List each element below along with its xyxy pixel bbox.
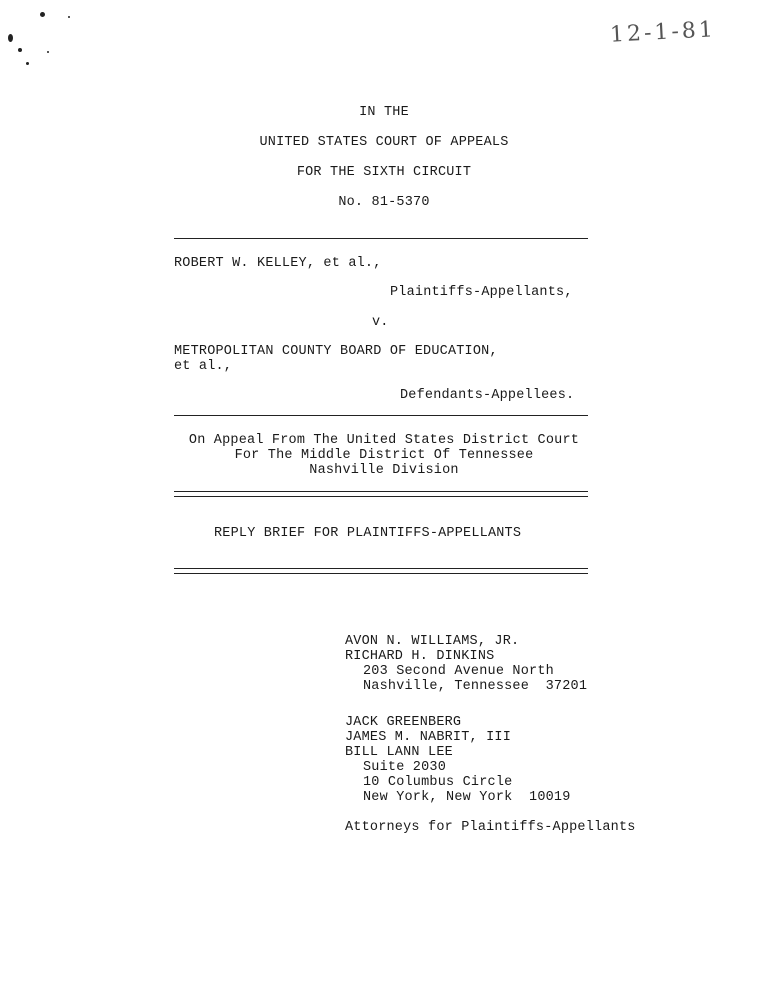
divider-rule bbox=[174, 415, 588, 416]
attorney-name: AVON N. WILLIAMS, JR. bbox=[345, 634, 520, 649]
scan-speck bbox=[26, 62, 29, 65]
circuit-name: FOR THE SIXTH CIRCUIT bbox=[296, 165, 472, 180]
double-rule bbox=[174, 573, 588, 574]
scan-speck bbox=[18, 48, 22, 52]
attorney-address: Nashville, Tennessee 37201 bbox=[363, 679, 588, 694]
plaintiff-role: Plaintiffs-Appellants, bbox=[390, 285, 573, 300]
handwritten-date-mark: 12-1-81 bbox=[609, 17, 717, 48]
attorney-name: JACK GREENBERG bbox=[345, 715, 462, 730]
appeal-line-2: For The Middle District Of Tennessee bbox=[234, 448, 534, 463]
plaintiff-name: ROBERT W. KELLEY, et al., bbox=[174, 256, 382, 271]
defendant-name: METROPOLITAN COUNTY BOARD OF EDUCATION, bbox=[174, 344, 498, 359]
attorney-name: RICHARD H. DINKINS bbox=[345, 649, 495, 664]
attorney-address: 203 Second Avenue North bbox=[363, 664, 554, 679]
scan-speck bbox=[8, 34, 13, 42]
defendant-name-cont: et al., bbox=[174, 359, 233, 374]
versus: v. bbox=[372, 315, 389, 330]
scan-speck bbox=[40, 12, 45, 17]
appeal-line-1: On Appeal From The United States District Court bbox=[188, 433, 580, 448]
docket-number: No. 81-5370 bbox=[338, 195, 430, 210]
double-rule bbox=[174, 568, 588, 569]
double-rule bbox=[174, 491, 588, 492]
divider-rule bbox=[174, 238, 588, 239]
attorney-name: BILL LANN LEE bbox=[345, 745, 453, 760]
appeal-line-3: Nashville Division bbox=[309, 463, 459, 478]
scan-speck bbox=[68, 16, 70, 18]
court-name: UNITED STATES COURT OF APPEALS bbox=[259, 135, 509, 150]
document-title: REPLY BRIEF FOR PLAINTIFFS-APPELLANTS bbox=[214, 526, 522, 541]
attorney-address: Suite 2030 bbox=[363, 760, 447, 775]
attorney-name: JAMES M. NABRIT, III bbox=[345, 730, 512, 745]
attorney-address: 10 Columbus Circle bbox=[363, 775, 513, 790]
caption-in-the: IN THE bbox=[359, 105, 409, 120]
attorney-address: New York, New York 10019 bbox=[363, 790, 571, 805]
double-rule bbox=[174, 496, 588, 497]
defendant-role: Defendants-Appellees. bbox=[400, 388, 575, 403]
scan-speck bbox=[47, 51, 49, 53]
signature-role: Attorneys for Plaintiffs-Appellants bbox=[345, 820, 636, 835]
